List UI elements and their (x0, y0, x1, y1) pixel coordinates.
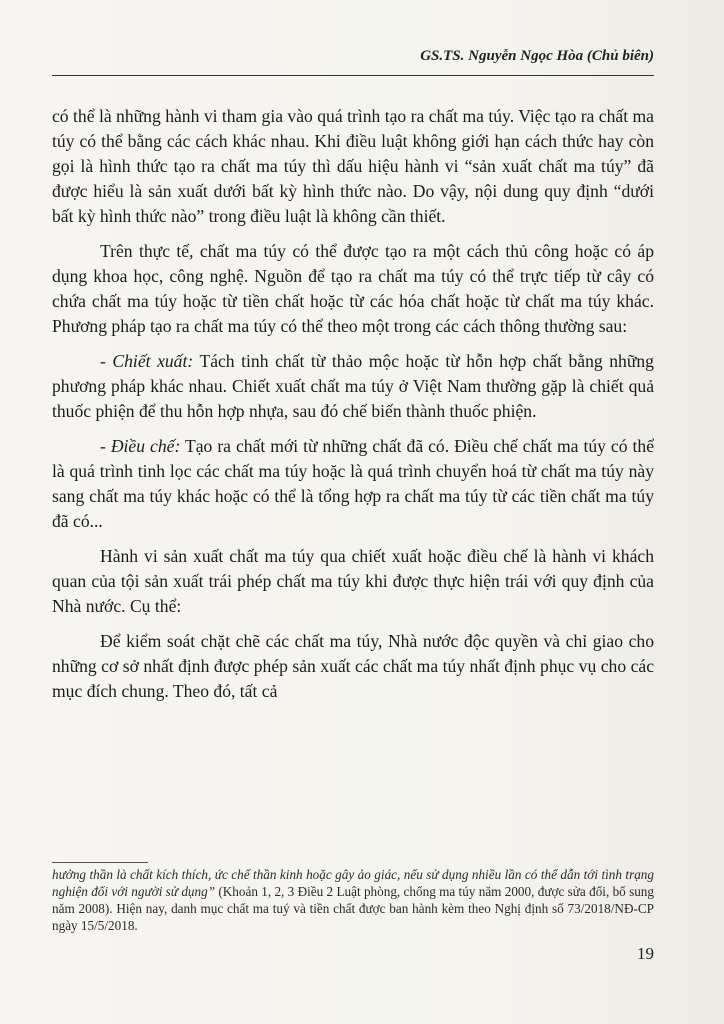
paragraph-2 (52, 239, 654, 339)
term-chiet-xuat: - Chiết xuất: (100, 351, 194, 371)
paragraph-5 (52, 544, 654, 619)
paragraph-3 (52, 349, 654, 424)
paragraph-6-text: Để kiểm soát chặt chẽ các chất ma túy, Nhà nước độc quyền và chỉ giao cho những cơ sở nhất định được phép sản xuất các chất ma túy nhất định phục vụ cho các mục đích chung. Theo đó, tất cả (52, 631, 654, 701)
paragraph-4 (52, 434, 654, 534)
body-text (52, 104, 654, 714)
footnote-italic-text: hưởng thần là chất kích thích, ức chế thần kinh hoặc gây ảo giác, nếu sử dụng nhiều lần có thể dẫn tới tình trạng nghiện đối với người sử dụng” (52, 867, 654, 899)
page-number: 19 (637, 944, 654, 963)
paragraph-3-text: Tách tinh chất từ thảo mộc hoặc từ hỗn hợp chất bằng những phương pháp khác nhau. Chiết xuất chất ma túy ở Việt Nam thường gặp là chiết quả thuốc phiện để thu hỗn hợp nhựa, sau đó chế biến thành thuốc phiện. (52, 351, 654, 421)
paragraph-1 (52, 104, 654, 229)
running-header: GS.TS. Nguyễn Ngọc Hòa (Chủ biên) (420, 48, 654, 64)
paragraph-6 (52, 629, 654, 704)
footnote-divider (52, 862, 148, 863)
paragraph-5-text: Hành vi sản xuất chất ma túy qua chiết xuất hoặc điều chế là hành vi khách quan của tội sản xuất trái phép chất ma túy khi được thực hiện trái với quy định của Nhà nước. Cụ thể: (52, 546, 654, 616)
paragraph-1-text: có thể là những hành vi tham gia vào quá trình tạo ra chất ma túy. Việc tạo ra chất ma túy có thể bằng các cách khác nhau. Khi điều luật không giới hạn cách thức hay còn gọi là hình thức tạo ra chất ma túy thì dấu hiệu hành vi “sản xuất chất ma túy” đã được hiểu là sản xuất dưới bất kỳ hình thức nào. Do vậy, nội dung quy định “dưới bất kỳ hình thức nào” trong điều luật là không cần thiết. (52, 106, 654, 226)
term-dieu-che: - Điều chế: (100, 436, 181, 456)
footnote (52, 866, 654, 934)
footnote-text: (Khoản 1, 2, 3 Điều 2 Luật phòng, chống ma túy năm 2000, được sửa đổi, bổ sung năm 2008). Hiện nay, danh mục chất ma tuý và tiền chất được ban hành kèm theo Nghị định số 73/2018/NĐ-CP ngày 15/5/2018. (52, 884, 654, 933)
header-divider (52, 75, 654, 76)
paragraph-4-text: Tạo ra chất mới từ những chất đã có. Điều chế chất ma túy có thể là quá trình tinh lọc các chất ma túy hoặc là quá trình chuyển hoá từ chất ma túy này sang chất ma túy khác hoặc có thể là tổng hợp ra chất ma túy từ các tiền chất ma túy đã có... (52, 436, 654, 531)
paragraph-2-text: Trên thực tế, chất ma túy có thể được tạo ra một cách thủ công hoặc có áp dụng khoa học, công nghệ. Nguồn để tạo ra chất ma túy có thể trực tiếp từ cây có chứa chất ma túy hoặc từ tiền chất hoặc từ các hóa chất hoặc từ chất ma túy khác. Phương pháp tạo ra chất ma túy có thể theo một trong các cách thông thường sau: (52, 241, 654, 336)
